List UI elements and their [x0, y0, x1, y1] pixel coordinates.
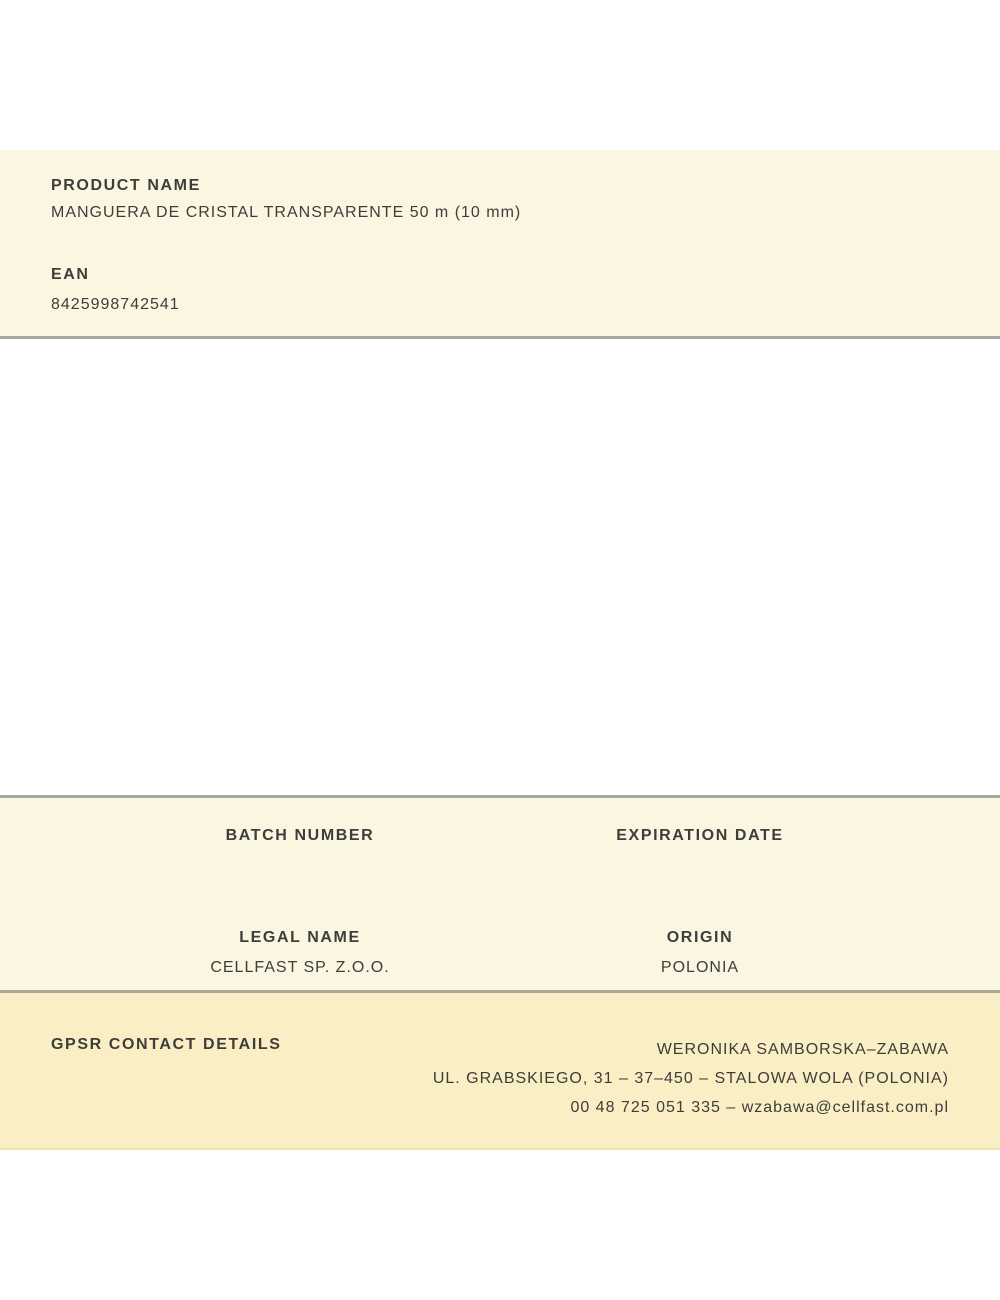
product-name-label: PRODUCT NAME: [51, 177, 201, 194]
ean-label: EAN: [51, 266, 90, 283]
gpsr-contact-phone-email: 00 48 725 051 335 – wzabawa@cellfast.com.pl: [570, 1099, 949, 1116]
batch-number-label: BATCH NUMBER: [225, 827, 375, 844]
top-whitespace: [0, 0, 1000, 150]
batch-number-value: [100, 856, 500, 876]
batch-expiration-values: [100, 856, 900, 876]
legal-name-label: LEGAL NAME: [239, 929, 361, 946]
batch-expiration-row: [100, 826, 900, 846]
expiration-date-label: EXPIRATION DATE: [616, 827, 784, 844]
gpsr-contact-block: [433, 1035, 949, 1122]
product-section: [0, 150, 1000, 339]
details-section: [0, 795, 1000, 990]
origin-label: ORIGIN: [666, 929, 734, 946]
legal-origin-row: [100, 928, 900, 948]
product-name-value: MANGUERA DE CRISTAL TRANSPARENTE 50 m (10 mm): [51, 204, 522, 221]
ean-block: [51, 265, 949, 315]
expiration-date-value: [500, 856, 900, 876]
gpsr-contact-details-label: GPSR CONTACT DETAILS: [51, 1036, 282, 1053]
gpsr-section: [0, 990, 1000, 1150]
ean-value: 8425998742541: [51, 296, 180, 313]
legal-origin-values: [100, 958, 900, 978]
legal-name-value: CELLFAST SP. Z.O.O.: [210, 959, 390, 976]
middle-whitespace: [0, 339, 1000, 795]
gpsr-contact-address: UL. GRABSKIEGO, 31 – 37–450 – STALOWA WOLA (POLONIA): [432, 1070, 949, 1087]
gpsr-contact-name: WERONIKA SAMBORSKA–ZABAWA: [656, 1041, 949, 1058]
origin-value: POLONIA: [660, 959, 740, 976]
